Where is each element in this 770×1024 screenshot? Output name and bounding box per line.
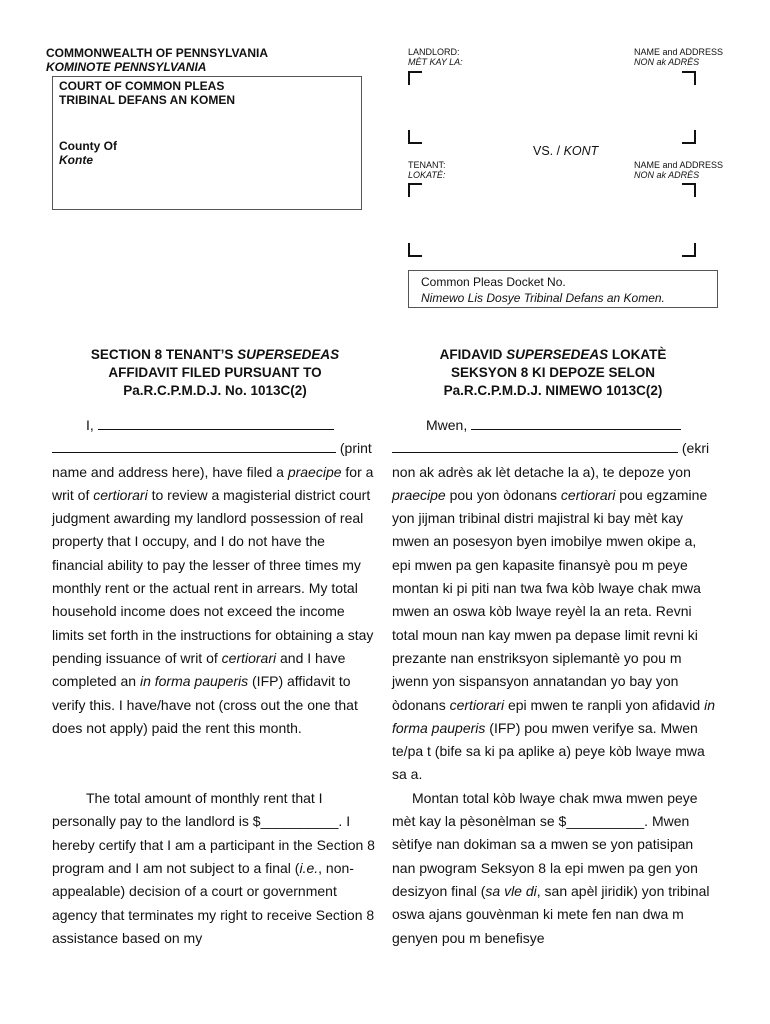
i-label: I, bbox=[86, 417, 94, 433]
tenant-field-corner bbox=[682, 183, 696, 197]
title-english: SECTION 8 TENANT’S SUPERSEDEAS AFFIDAVIT FILED PURSUANT TO Pa.R.C.P.M.D.J. No. 1013C(2) bbox=[90, 347, 340, 398]
landlord-field-corner bbox=[682, 130, 696, 144]
name-field[interactable] bbox=[98, 415, 334, 430]
landlord-field-corner bbox=[408, 71, 422, 85]
title-creole: AFIDAVID SUPERSEDEAS LOKATÈ SEKSYON 8 KI DEPOZE SELON Pa.R.C.P.M.D.J. NIMEWO 1013C(2) bbox=[439, 347, 667, 398]
body-english: I, (print name and address here), have filed a praecipe for a writ of certiorari to review a magisterial district court judgment awarding my landlord possession of real property that I occupy, and I do not have the financial ability to pay the lesser of three times my monthly rent or the actual rent in arrears. My total household income does not exceed the income limits set forth in the instructions for obtaining a stay pending issuance of writ of certiorari and I have completed an in forma pauperis (IFP) affidavit to verify this. I have/have not (cross out the one that does not apply) paid the rent this month. The total amount of monthly rent that I personally pay to the landlord is $__________. I hereby certify that I am a participant in the Section 8 program and I am not subject to a final (i.e., non-appealable) decision of a court or government agency that terminates my right to receive Section 8 assistance based on my bbox=[52, 417, 375, 946]
tenant-label: TENANT: LOKATÈ: bbox=[408, 160, 446, 180]
mwen-label: Mwen, bbox=[426, 417, 468, 433]
body-creole: Mwen, (ekri non ak adrès ak lèt detache la a), te depoze yon praecipe pou yon òdonans certiorari pou egzamine yon jijman tribinal distri majistral ki bay mèt kay mwen an posesyon byen imobilye mwen okipe a, epi mwen pa gen kapasite finansyè pou m peye montan ki pi piti nan twa fwa kòb lwaye chak mwa mwen an oswa kòb lwaye reyèl la an reta. Revni total moun nan kay mwen pa depase limit revni ki prezante nan enstriksyon siplemantè yo pou m jwenn yon sispansyon annatandan yo bay yon òdonans certiorari epi mwen te ranpli yon afidavid in forma pauperis (IFP) pou mwen verifye sa. Mwen te/pa t (bife sa ki pa aplike a) peye kòb lwaye mwa sa a. Montan total kòb lwaye chak mwa mwen peye mèt kay la pèsonèlman se $__________. Mwen sètifye nan dokiman sa a mwen se yon patisipan nan pwogram Seksyon 8 la epi mwen pa gen yon desizyon final (sa vle di, san apèl jiridik) yon tribinal oswa ajans gouvènman ki mete fen nan dwa m genyen pou m benefisye bbox=[392, 417, 715, 946]
landlord-field-corner bbox=[682, 71, 696, 85]
tenant-field-corner bbox=[682, 243, 696, 257]
county-label: County Of Konte bbox=[59, 139, 117, 167]
court-name: COURT OF COMMON PLEAS TRIBINAL DEFANS AN KOMEN bbox=[59, 79, 236, 107]
address-field[interactable] bbox=[52, 438, 336, 453]
tenant-field-corner bbox=[408, 243, 422, 257]
address-field-ht[interactable] bbox=[392, 438, 678, 453]
court-box bbox=[52, 76, 362, 210]
tenant-field-corner bbox=[408, 183, 422, 197]
docket-label: Common Pleas Docket No. bbox=[421, 275, 566, 289]
name-field-ht[interactable] bbox=[471, 415, 681, 430]
landlord-field-corner bbox=[408, 130, 422, 144]
state-name: COMMONWEALTH OF PENNSYLVANIA KOMINOTE PENNSYLVANIA bbox=[46, 46, 268, 74]
landlord-label: LANDLORD: MÈT KAY LA: bbox=[408, 47, 463, 67]
docket-box bbox=[408, 270, 718, 308]
landlord-name-address-label: NAME and ADDRESS NON ak ADRÈS bbox=[634, 47, 724, 67]
tenant-name-address-label: NAME and ADDRESS NON ak ADRÈS bbox=[634, 160, 724, 180]
versus-label: VS. / KONT bbox=[533, 144, 599, 158]
docket-label-ht: Nimewo Lis Dosye Tribinal Defans an Komen. bbox=[421, 291, 665, 305]
